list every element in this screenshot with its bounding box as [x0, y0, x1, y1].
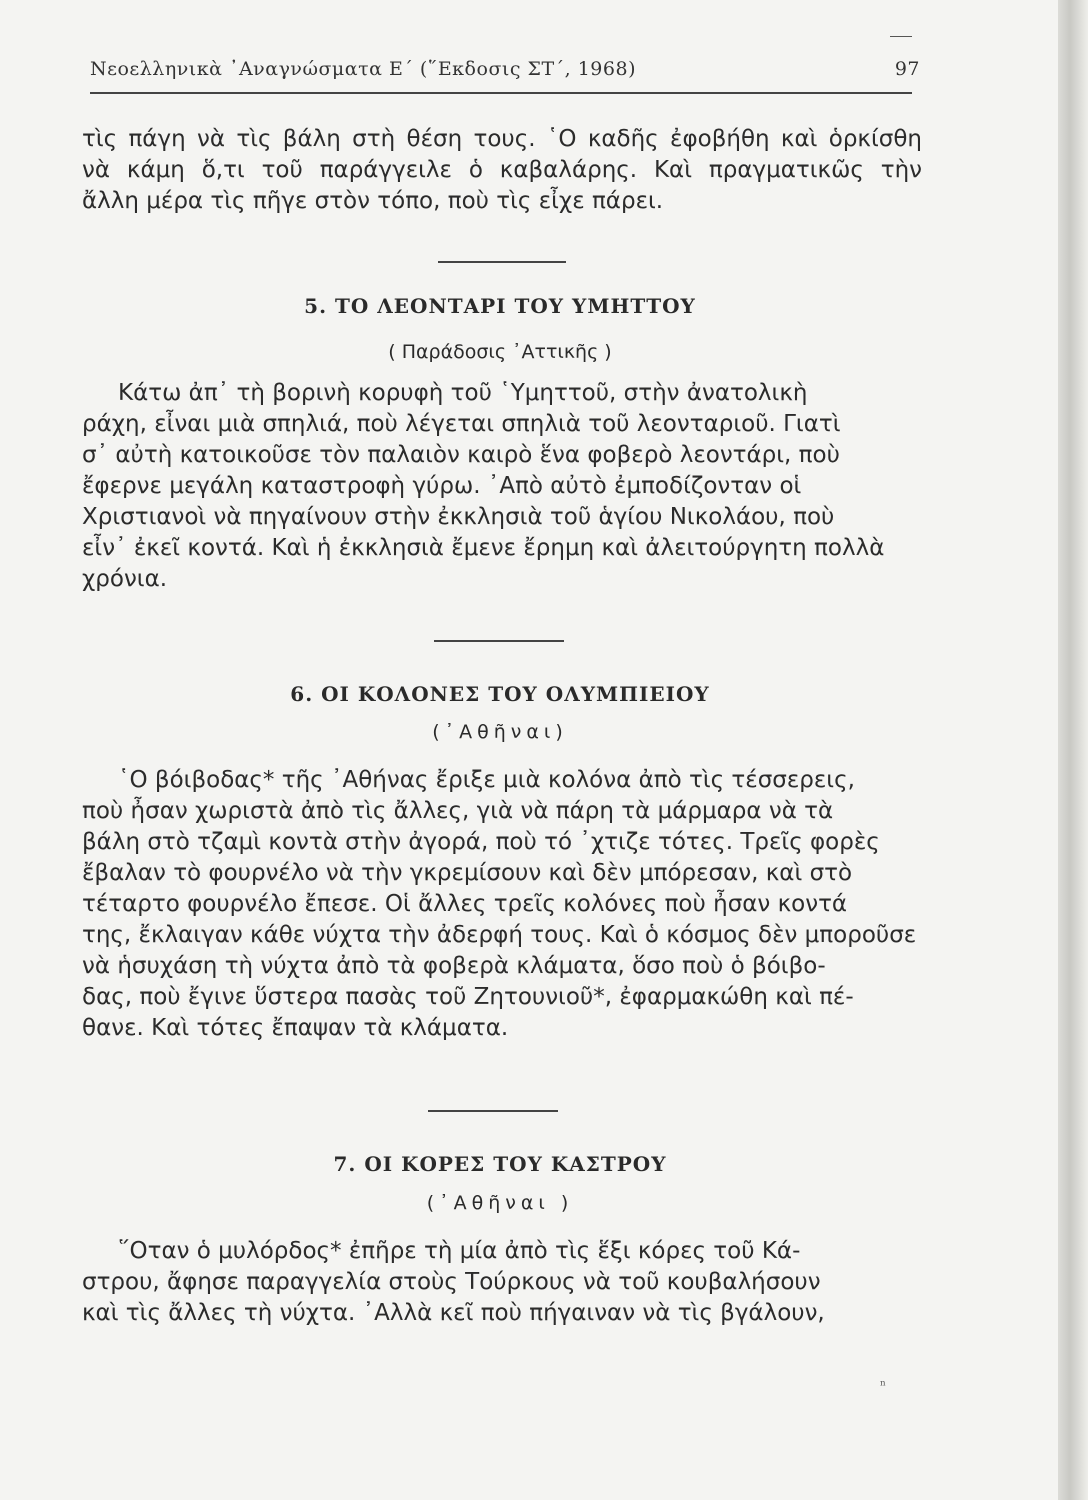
section-6-paragraph [82, 765, 922, 1044]
section-separator [438, 261, 566, 263]
text-line: νὰ κάμη ὅ,τι τοῦ παράγγειλε ὁ καβαλάρης. Καὶ πραγματικῶς τὴν [82, 157, 922, 183]
text-line: ἄλλη μέρα τὶς πῆγε στὸν τόπο, ποὺ τὶς εἶχε πάρει. [82, 188, 664, 214]
text-line: ῞Οταν ὁ μυλόρδος* ἐπῆρε τὴ μία ἀπὸ τὶς ἕξι κόρες τοῦ Κά- [118, 1238, 801, 1264]
section-separator [434, 640, 564, 642]
corner-mark: ⁿ [880, 1378, 887, 1394]
opening-paragraph [82, 124, 922, 217]
running-head [90, 58, 920, 80]
page-number: 97 [894, 58, 920, 80]
text-line: ῾Ο βόιβοδας* τῆς ᾿Αθήνας ἔριξε μιὰ κολόνα ἀπὸ τὶς τέσσερεις, [118, 767, 855, 793]
page-edge [1058, 0, 1088, 1500]
text-line: ἔβαλαν τὸ φουρνέλο νὰ τὴν γκρεμίσουν καὶ δὲν μπόρεσαν, καὶ στὸ [82, 860, 853, 886]
section-7-paragraph [82, 1236, 922, 1329]
text-line: ποὺ ἦσαν χωριστὰ ἀπὸ τὶς ἄλλες, γιὰ νὰ πάρη τὰ μάρμαρα νὰ τὰ [82, 798, 834, 824]
text-line: ράχη, εἶναι μιὰ σπηλιά, ποὺ λέγεται σπηλιὰ τοῦ λεονταριοῦ. Γιατὶ [82, 411, 841, 437]
section-7-title: 7. ΟΙ ΚΟΡΕΣ ΤΟΥ ΚΑΣΤΡΟΥ [333, 1152, 667, 1176]
text-line: σ᾿ αὐτὴ κατοικοῦσε τὸν παλαιὸν καιρὸ ἕνα φοβερὸ λεοντάρι, ποὺ [82, 442, 840, 468]
text-line: ἔφερνε μεγάλη καταστροφὴ γύρω. ᾿Απὸ αὐτὸ ἐμποδίζονταν οἱ [82, 473, 802, 499]
text-line: χρόνια. [82, 566, 168, 592]
text-line: Χριστιανοὶ νὰ πηγαίνουν στὴν ἐκκλησιὰ τοῦ ἁγίου Νικολάου, ποὺ [82, 504, 835, 530]
section-5-subtitle: ( Παράδοσις ᾿Αττικῆς ) [388, 341, 612, 363]
text-line: τέταρτο φουρνέλο ἔπεσε. Οἱ ἄλλες τρεῖς κολόνες ποὺ ἦσαν κοντά [82, 891, 848, 917]
section-5-title: 5. ΤΟ ΛΕΟΝΤΑΡΙ ΤΟΥ ΥΜΗΤΤΟΥ [304, 294, 696, 318]
section-separator [428, 1110, 558, 1112]
running-title: Νεοελληνικὰ ᾿Αναγνώσματα Ε΄ (῞Εκδοσις ΣΤ΄, 1968) [90, 58, 636, 80]
section-7-subtitle: (᾿Αθῆναι ) [426, 1192, 574, 1214]
top-edge-mark [890, 36, 912, 37]
text-line: στρου, ἄφησε παραγγελία στοὺς Τούρκους νὰ τοῦ κουβαλήσουν [82, 1269, 821, 1295]
section-6-title: 6. ΟΙ ΚΟΛΟΝΕΣ ΤΟΥ ΟΛΥΜΠΙΕΙΟΥ [290, 682, 710, 706]
text-line: Κάτω ἀπ᾿ τὴ βορινὴ κορυφὴ τοῦ ῾Υμηττοῦ, στὴν ἀνατολικὴ [118, 380, 808, 406]
section-5-paragraph [82, 378, 922, 595]
text-line: θανε. Καὶ τότες ἔπαψαν τὰ κλάματα. [82, 1015, 509, 1041]
text-line: της, ἔκλαιγαν κάθε νύχτα τὴν ἀδερφή τους. Καὶ ὁ κόσμος δὲν μποροῦσε [82, 922, 917, 948]
text-line: νὰ ἡσυχάση τὴ νύχτα ἀπὸ τὰ φοβερὰ κλάματα, ὅσο ποὺ ὁ βόιβο- [82, 953, 826, 979]
text-line: δας, ποὺ ἔγινε ὕστερα πασὰς τοῦ Ζητουνιοῦ*, ἐφαρμακώθη καὶ πέ- [82, 984, 854, 1010]
text-line: βάλη στὸ τζαμὶ κοντὰ στὴν ἀγορά, ποὺ τό ᾿χτιζε τότες. Τρεῖς φορὲς [82, 829, 880, 855]
header-rule [90, 92, 912, 94]
text-line: καὶ τὶς ἄλλες τὴ νύχτα. ᾿Αλλὰ κεῖ ποὺ πήγαιναν νὰ τὶς βγάλουν, [82, 1300, 825, 1326]
text-line: εἶν᾿ ἐκεῖ κοντά. Καὶ ἡ ἐκκλησιὰ ἔμενε ἔρημη καὶ ἀλειτούργητη πολλὰ [82, 535, 885, 561]
text-line: τὶς πάγη νὰ τὶς βάλη στὴ θέση τους. ῾Ο καδῆς ἐφοβήθη καὶ ὁρκίσθη [82, 126, 922, 152]
section-6-subtitle: (᾿Αθῆναι) [432, 721, 568, 743]
